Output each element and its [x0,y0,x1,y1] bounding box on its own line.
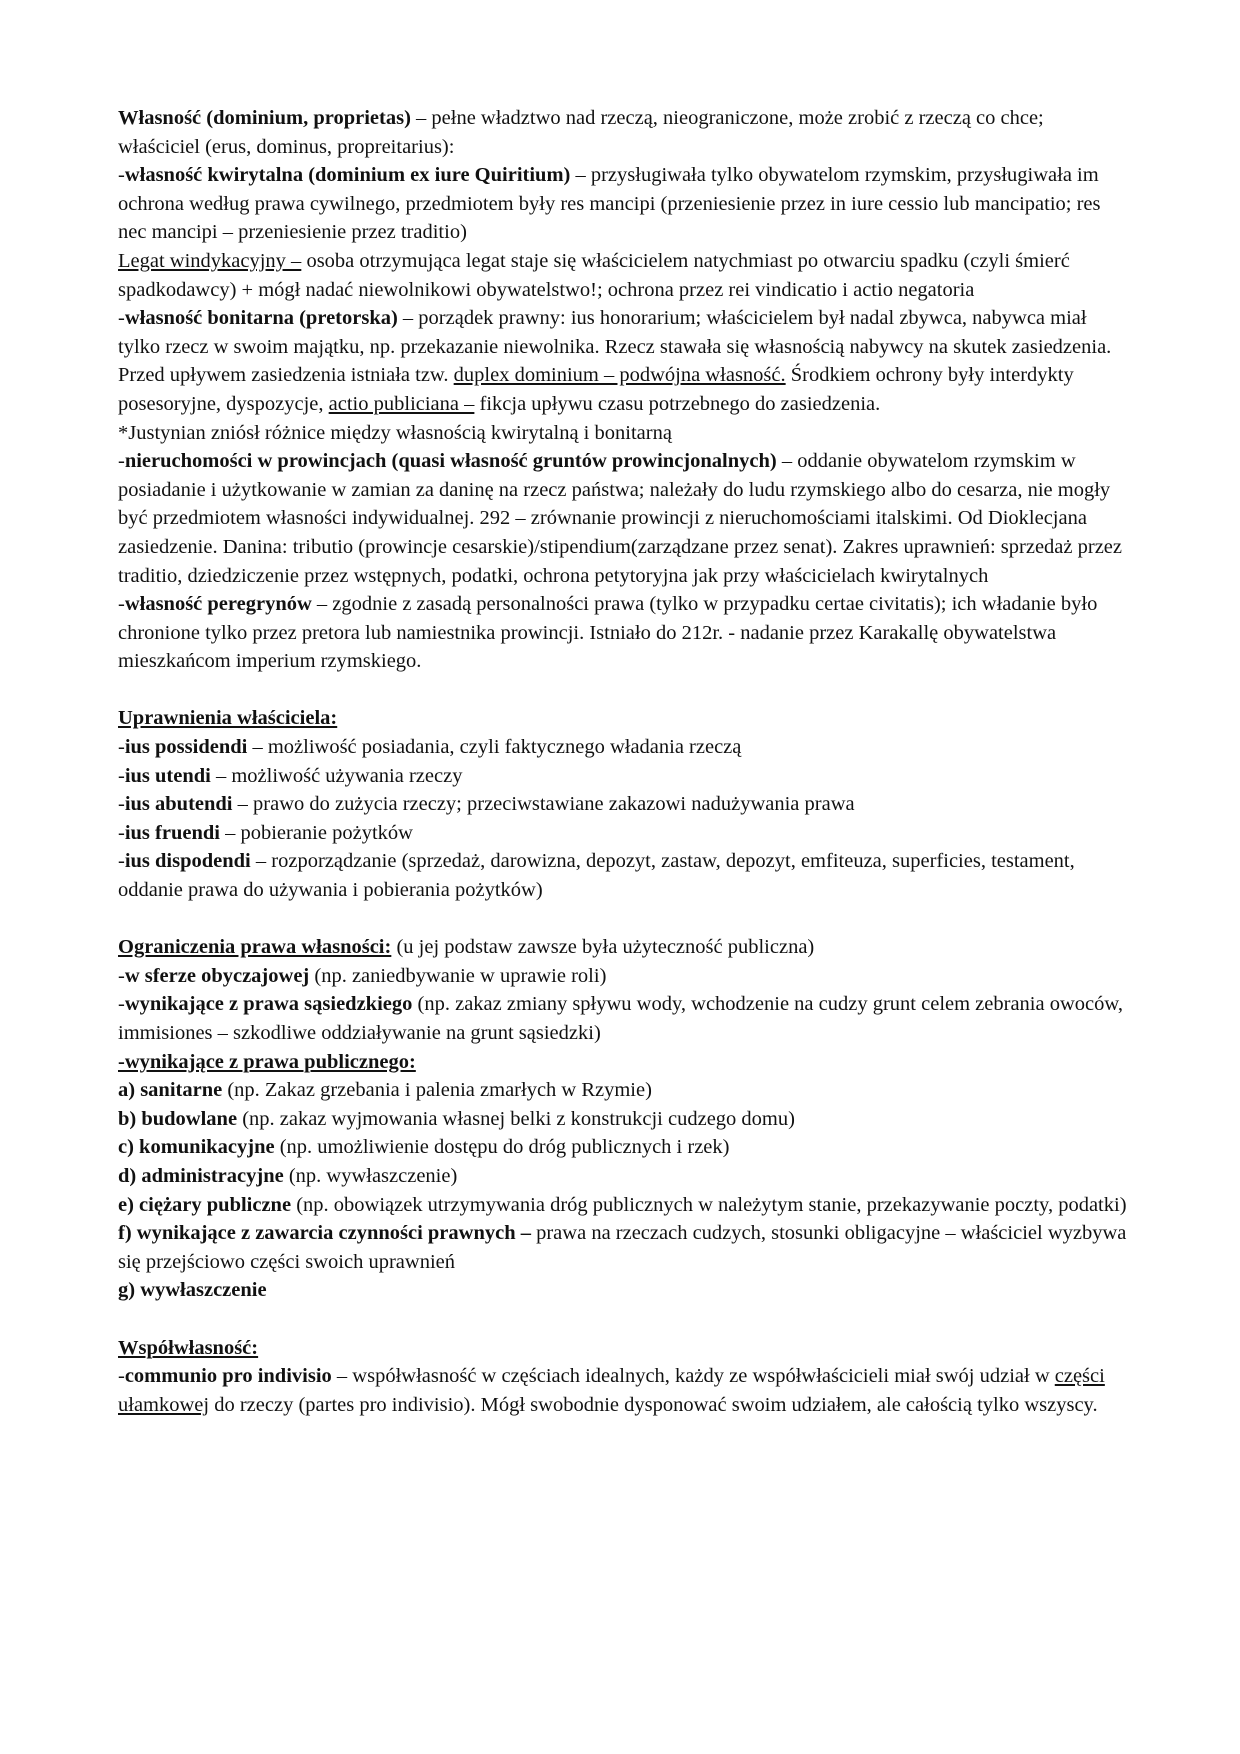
bold-term: ius abutendi [124,793,233,816]
paragraph [118,962,1128,991]
text-run: (np. zaniedbywanie w uprawie roli) [309,964,607,987]
document-section [118,104,1128,676]
text-run: - [118,307,125,330]
paragraph [118,990,1128,1047]
text-run: - [118,850,125,873]
text-run: osoba otrzymująca legat staje się właścicielem natychmiast po otwarciu spadku (czyli śmierć spadkodawcy) + mógł nadać niewolnikowi obywatelstwo!; ochrona przez rei vindicatio i actio negatoria [118,249,1070,301]
paragraph [118,819,1128,848]
paragraph [118,247,1128,304]
text-run: Współwłasność: [118,1336,259,1359]
text-run: Środkiem ochrony były interdykty posesoryjne, dyspozycje, [118,364,1074,415]
text-run: (np. wywłaszczenie) [283,1164,458,1187]
text-run: - [118,164,125,187]
paragraph [118,704,1128,733]
paragraph [118,104,1128,161]
bold-term: g) wywłaszczenie [118,1279,267,1302]
section-spacer [118,676,1128,705]
paragraph [118,733,1128,762]
text-run: (np. umożliwienie dostępu do dróg publicznych i rzek) [274,1136,730,1159]
text-run: prawa na rzeczach cudzych, stosunki obligacyjne – właściciel wyzbywa się przejściowo części swoich uprawnień [118,1222,1127,1273]
text-run: – prawo do zużycia rzeczy; przeciwstawiane zakazowi nadużywania prawa [232,793,855,816]
text-run: – zgodnie z zasadą personalności prawa (tylko w przypadku certae civitatis); ich władanie było chronione tylko przez pretora lub namiestnika prowincji. Istniało do 212r. - nadanie przez Karakallę obywatelstwa mieszkańcom imperium rzymskiego. [118,593,1098,673]
bold-term: communio pro indivisio [124,1365,332,1388]
paragraph [118,847,1128,904]
bold-term: Własność (dominium, proprietas) [118,107,411,129]
bold-underlined-heading [118,1337,258,1359]
bold-term: wynikające z prawa sąsiedzkiego [124,993,413,1016]
text-run: (np. Zakaz grzebania i palenia zmarłych w Rzymie) [222,1079,652,1102]
text-run: - [118,993,125,1016]
document-section [118,1334,1128,1420]
section-spacer [118,1305,1128,1334]
paragraph [118,161,1128,247]
bold-term: e) ciężary publiczne [118,1193,292,1216]
text-run: – możliwość posiadania, czyli faktycznego władania rzeczą [247,736,742,759]
paragraph [118,1105,1128,1134]
bold-term: ius utendi [124,764,211,787]
bold-underlined-heading [118,936,391,958]
text-run: – pełne władztwo nad rzeczą, nieograniczone, może zrobić z rzeczą co chce; właściciel (erus, dominus, propreitarius): [118,107,1044,158]
bold-term: własność peregrynów [124,593,312,616]
text-run: *Justynian zniósł różnice między własnością kwirytalną i bonitarną [118,421,672,444]
paragraph [118,1276,1128,1305]
underlined-term: części ułamkowej [118,1365,1105,1416]
text-run: (np. zakaz wyjmowania własnej belki z konstrukcji cudzego domu) [237,1107,795,1130]
underlined-term: duplex dominium – podwójna własność. [453,364,786,387]
bold-term: d) administracyjne [118,1164,284,1187]
text-run: -wynikające z prawa publicznego: [118,1050,416,1073]
bold-term: c) komunikacyjne [118,1136,275,1159]
paragraph [118,790,1128,819]
paragraph [118,1162,1128,1191]
text-run: - [118,964,125,987]
text-run: – przysługiwała tylko obywatelom rzymskim, przysługiwała im ochrona według prawa cywilnego, przedmiotem były res mancipi (przeniesienie przez in iure cessio lub mancipatio; res nec mancipi – przeniesienie przez traditio) [118,164,1101,244]
text-run: (u jej podstaw zawsze była użyteczność publiczna) [391,936,815,959]
text-run: - [118,736,125,759]
text-run: Uprawnienia właściciela: [118,707,338,730]
paragraph [118,1048,1128,1077]
paragraph [118,1133,1128,1162]
paragraph [118,762,1128,791]
paragraph [118,1362,1128,1419]
section-spacer [118,905,1128,934]
bold-term: w sferze obyczajowej [124,964,310,987]
paragraph [118,304,1128,418]
text-run: - [118,593,125,616]
bold-underlined-heading [118,707,337,729]
text-run: - [118,821,125,844]
text-run: – pobieranie pożytków [219,821,413,844]
paragraph [118,419,1128,448]
text-run: – rozporządzanie (sprzedaż, darowizna, depozyt, zastaw, depozyt, emfiteuza, superficies, testament, oddanie prawa do używania i pobierania pożytków) [118,850,1075,902]
paragraph [118,1219,1128,1276]
document-page [118,104,1128,1419]
bold-term: nieruchomości w prowincjach (quasi własność gruntów prowincjonalnych) [124,450,777,473]
bold-term: b) budowlane [118,1107,238,1130]
text-run: – możliwość używania rzeczy [210,764,463,787]
bold-term: a) sanitarne [118,1079,223,1102]
text-run: - [118,764,125,787]
text-run: – współwłasność w częściach idealnych, każdy ze współwłaścicieli miał swój udział w [331,1365,1055,1388]
text-run: (np. zakaz zmiany spływu wody, wchodzenie na cudzy grunt celem zebrania owoców, immisiones – szkodliwe oddziaływanie na grunt sąsiedzki) [118,993,1123,1044]
text-run: - [118,793,125,816]
paragraph [118,590,1128,676]
bold-term: ius possidendi [124,736,248,759]
document-section [118,933,1128,1305]
bold-term: ius dispodendi [124,850,251,873]
text-run: fikcja upływu czasu potrzebnego do zasiedzenia. [474,392,881,415]
paragraph [118,1334,1128,1363]
bold-underlined-heading [118,1051,416,1073]
text-run: do rzeczy (partes pro indivisio). Mógł swobodnie dysponować swoim udziałem, ale całością tylko wszyscy. [209,1393,1098,1416]
text-run: - [118,450,125,473]
bold-term: własność bonitarna (pretorska) [124,307,398,330]
text-run: Ograniczenia prawa własności: [118,936,392,959]
text-run: – oddanie obywatelom rzymskim w posiadanie i użytkowanie w zamian za daninę na rzecz państwa; należały do ludu rzymskiego albo do cesarza, nie mogły być przedmiotem własności indywidualnej. 292 – zrównanie prowincji z nieruchomościami italskimi. Od Dioklecjana zasiedzenie. Danina: tributio (prowincje cesarskie)/stipendium(zarządzane przez senat). Zakres uprawnień: sprzedaż przez traditio, dziedziczenie przez wstępnych, podatki, ochrona petytoryjna jak przy właścicielach kwirytalnych [118,450,1122,587]
paragraph [118,1191,1128,1220]
text-run: (np. obowiązek utrzymywania dróg publicznych w należytym stanie, przekazywanie poczty, podatki) [291,1193,1127,1216]
text-run: - [118,1365,125,1388]
document-section [118,704,1128,904]
text-run: – porządek prawny: ius honorarium; właścicielem był nadal zbywca, nabywca miał tylko rzecz w swoim majątku, np. przekazanie niewolnika. Rzecz stawała się własnością nabywcy na skutek zasiedzenia. Przed upływem zasiedzenia istniała tzw. [118,307,1112,387]
bold-term: własność kwirytalna (dominium ex iure Quiritium) [124,164,571,187]
bold-term: f) wynikające z zawarcia czynności prawnych – [118,1222,531,1245]
paragraph [118,933,1128,962]
bold-term: ius fruendi [124,821,220,844]
underlined-term: actio publiciana – [328,392,475,415]
paragraph [118,1076,1128,1105]
paragraph [118,447,1128,590]
underlined-term: Legat windykacyjny – [118,249,302,272]
